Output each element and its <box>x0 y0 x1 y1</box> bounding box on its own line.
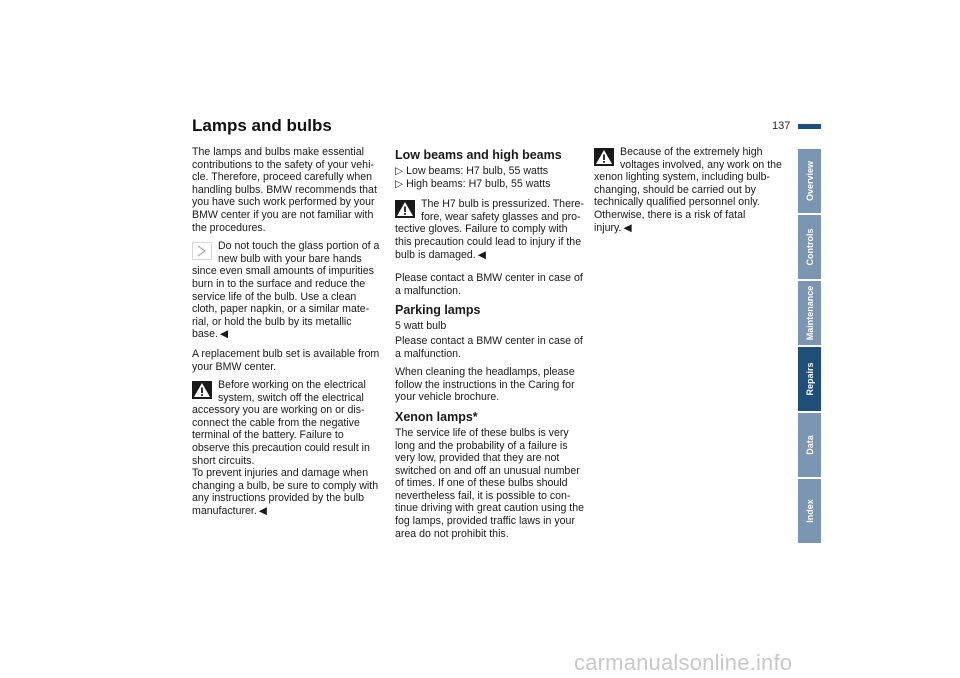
end-mark: ◀ <box>623 221 632 234</box>
replacement-paragraph: A replacement bulb set is available from your BMW center. <box>192 347 380 373</box>
warning-note <box>594 146 784 234</box>
section-tabs <box>798 149 821 545</box>
note-text: Because of the extremely high voltages involved, any work on the xenon lighting system, including bulb-changing, should be carried out by technically qualified personnel only. Otherwise, there is a risk of fatal injury. <box>594 146 782 234</box>
tab-overview[interactable] <box>798 149 821 213</box>
xenon-paragraph: The service life of these bulbs is very long and the probability of a failure is very low, provided that they are not switched on and off an unusual number of times. If one of these bulbs should nevertheless fail, it is possible to con-tinue driving with great caution using the fog lamps, provided traffic laws in your area do not prohibit this. <box>395 426 585 540</box>
tab-label: Controls <box>804 228 815 266</box>
list-item <box>395 178 585 191</box>
list-item-text: Low beams: H7 bulb, 55 watts <box>406 165 549 177</box>
note-text: The H7 bulb is pressurized. There-fore, wear safety glasses and pro-tective gloves. Failure to comply with this precaution could lead to injury if the bulb is damaged. <box>395 198 584 261</box>
info-arrow-icon <box>192 242 214 262</box>
section-heading-beams: Low beams and high beams <box>395 148 562 162</box>
note-text: Before working on the electrical system, switch off the electrical accessory you are working on or dis-connect the cable from the negative terminal of the battery. Failure to observe this precaution could result in short circuits. <box>192 379 370 467</box>
warning-icon <box>594 148 616 168</box>
contact-paragraph: Please contact a BMW center in case of a malfunction. <box>395 334 583 360</box>
warning-note <box>395 198 585 261</box>
list-item-text: High beams: H7 bulb, 55 watts <box>406 177 551 190</box>
page-title: Lamps and bulbs <box>192 116 332 135</box>
column-2 <box>395 146 585 546</box>
list-arrow-icon: ▷ <box>395 177 404 190</box>
bulb-spec-paragraph: 5 watt bulb <box>395 320 447 333</box>
page-number: 137 <box>772 120 791 132</box>
warning-note <box>192 379 382 518</box>
tab-label: Maintenance <box>804 285 815 341</box>
tab-label: Index <box>804 499 815 523</box>
tab-label: Repairs <box>804 362 815 396</box>
tab-repairs[interactable] <box>798 347 821 411</box>
tab-maintenance[interactable] <box>798 281 821 345</box>
list-item <box>395 165 585 178</box>
end-mark: ◀ <box>219 328 229 341</box>
cleaning-paragraph: When cleaning the headlamps, please follow the instructions in the Caring for your vehicle brochure. <box>395 366 575 404</box>
note-text: Do not touch the glass portion of a new bulb with your bare hands since even small amounts of impurities burn in to the surface and reduce the service life of the bulb. Use a clean cloth, paper napkin, or a similar mate-rial, or hold the bulb by its metallic base. <box>192 240 380 341</box>
tab-index[interactable] <box>798 479 821 543</box>
contact-paragraph: Please contact a BMW center in case of a malfunction. <box>395 272 583 297</box>
info-note <box>192 240 382 341</box>
page-number-bar <box>798 124 821 129</box>
tab-label: Overview <box>804 160 815 202</box>
intro-paragraph: The lamps and bulbs make essential contributions to the safety of your vehi-cle. Therefore, proceed carefully when handling bulbs. BMW recommends that you have such work performed by your BMW center if you are not familiar with the procedures. <box>192 146 377 234</box>
warning-icon <box>395 200 417 220</box>
section-heading-xenon: Xenon lamps* <box>395 409 478 424</box>
end-mark: ◀ <box>477 248 486 261</box>
note-text: To prevent injuries and damage when changing a bulb, be sure to comply with any instructions provided by the bulb manufacturer. <box>192 467 379 518</box>
column-1 <box>192 146 382 525</box>
list-arrow-icon: ▷ <box>395 165 404 177</box>
warning-icon <box>192 381 214 401</box>
watermark: carmanualsonline.info <box>574 650 793 675</box>
column-3 <box>594 146 784 241</box>
tab-controls[interactable] <box>798 215 821 279</box>
section-heading-parking: Parking lamps <box>395 303 481 318</box>
tab-data[interactable] <box>798 413 821 477</box>
end-mark: ◀ <box>258 505 267 518</box>
tab-label: Data <box>804 435 815 455</box>
